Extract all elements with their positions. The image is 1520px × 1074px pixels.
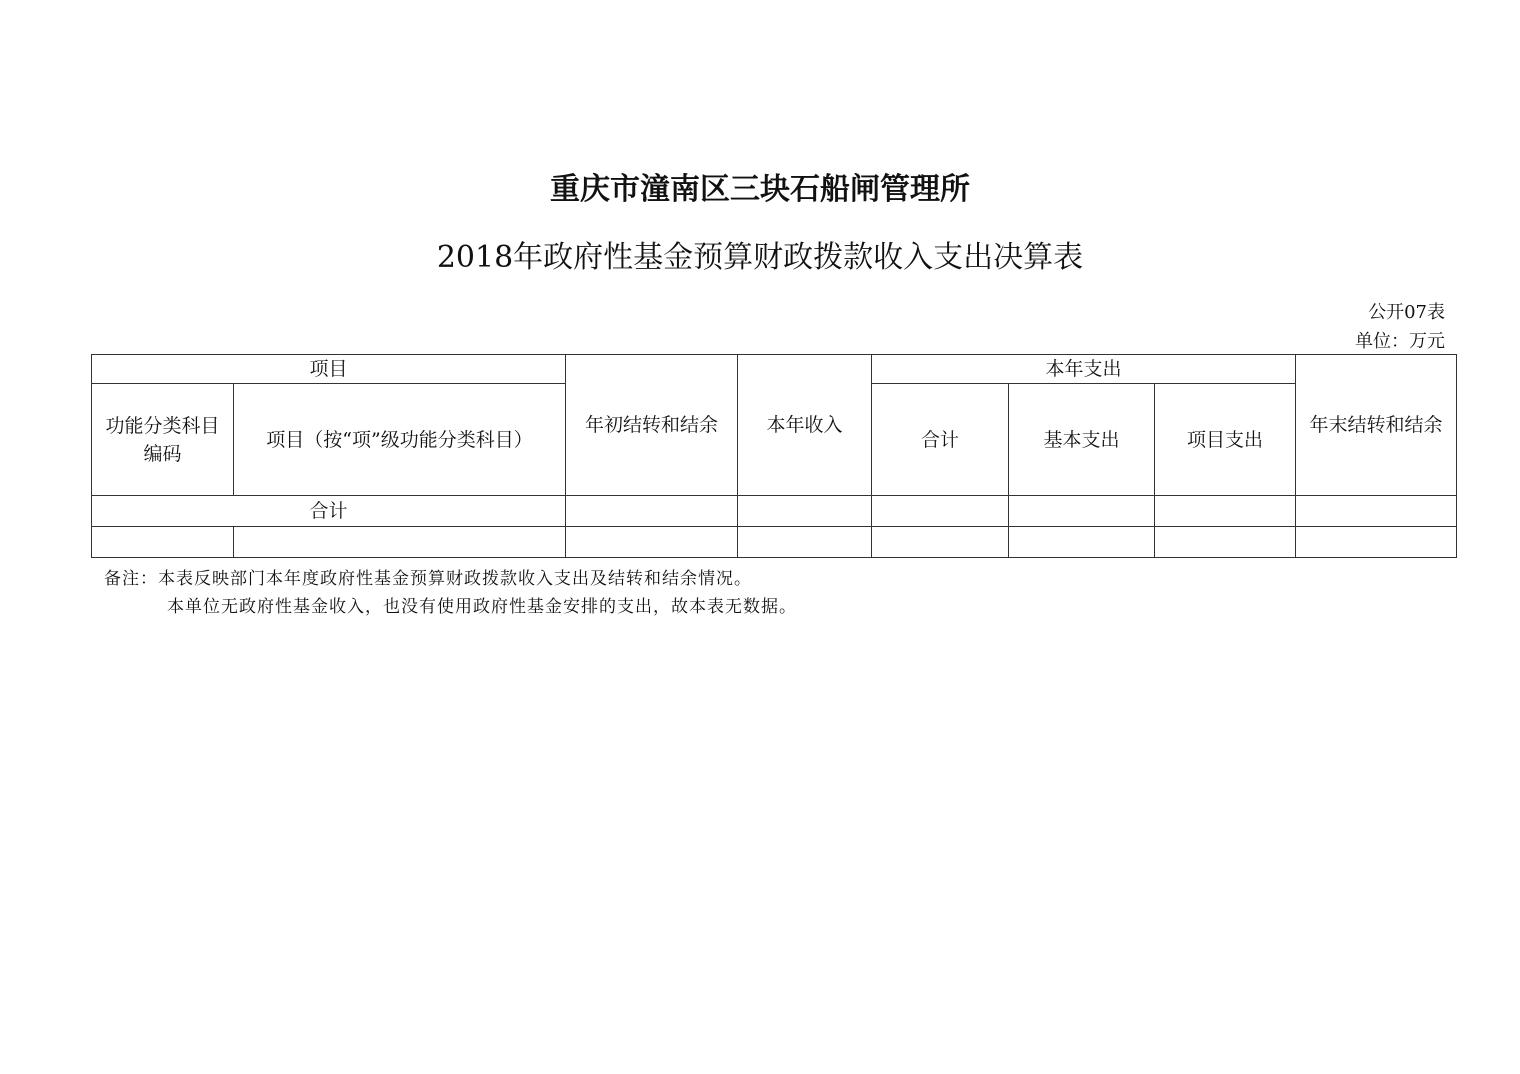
table-code: 公开07表 [1368,302,1445,323]
total-project-expense-cell [1155,496,1296,527]
empty-cell [566,527,738,558]
header-closing-balance: 年末结转和结余 [1296,355,1457,496]
header-project-name: 项目（按“项”级功能分类科目） [234,384,566,496]
empty-cell [1296,527,1457,558]
unit-label: 单位：万元 [1355,331,1445,352]
header-expense-group: 本年支出 [872,355,1296,384]
header-row-1 [92,355,1457,384]
document-title: 重庆市潼南区三块石船闸管理所 [550,172,970,207]
empty-cell [1155,527,1296,558]
empty-cell [92,527,234,558]
header-basic-expense: 基本支出 [1009,384,1155,496]
total-row [92,496,1457,527]
note-line-2: 本单位无政府性基金收入，也没有使用政府性基金安排的支出，故本表无数据。 [167,597,797,617]
empty-cell [738,527,872,558]
empty-cell [872,527,1009,558]
fund-budget-table [91,354,1457,558]
total-row-label: 合计 [92,496,566,527]
total-opening-balance-cell [566,496,738,527]
total-basic-expense-cell [1009,496,1155,527]
total-closing-balance-cell [1296,496,1457,527]
header-project-expense: 项目支出 [1155,384,1296,496]
total-income-cell [738,496,872,527]
document-subtitle: 2018年政府性基金预算财政拨款收入支出决算表 [436,240,1084,275]
header-current-income: 本年收入 [738,355,872,496]
header-expense-total: 合计 [872,384,1009,496]
header-project-group: 项目 [92,355,566,384]
table-row [92,527,1457,558]
empty-cell [234,527,566,558]
header-opening-balance: 年初结转和结余 [566,355,738,496]
empty-cell [1009,527,1155,558]
note-line-1: 备注：本表反映部门本年度政府性基金预算财政拨款收入支出及结转和结余情况。 [104,569,752,589]
total-expense-cell [872,496,1009,527]
header-func-code: 功能分类科目编码 [92,384,234,496]
